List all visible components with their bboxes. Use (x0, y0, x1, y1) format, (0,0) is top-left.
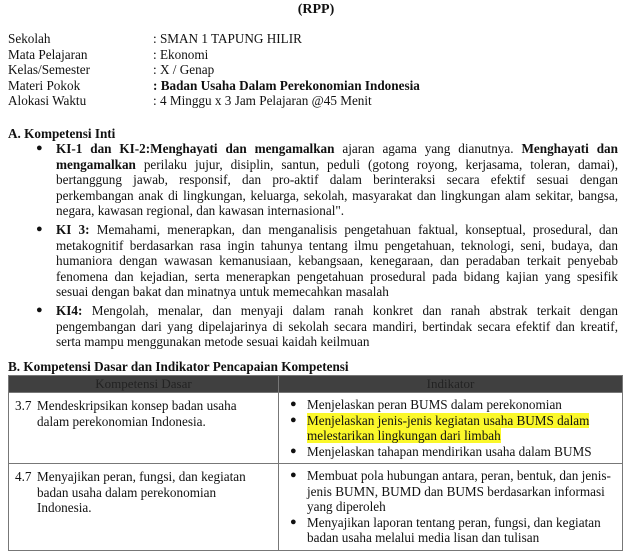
table-row (9, 464, 623, 551)
info-label: Alokasi Waktu (8, 93, 87, 108)
ki-body: ajaran agama yang dianutnya. (334, 141, 522, 156)
section-b-heading: B. Kompetensi Dasar dan Indikator Pencapaian Kompetensi (8, 359, 349, 374)
info-label: Kelas/Semester (8, 62, 91, 77)
ki-body: Mengolah, menalar, dan menyaji dalam ranah konkret dan ranah abstrak terkait dengan pengembangan dari yang dipelajarinya di sekolah secara mandiri, bertindak secara efektif dan kreatif, serta mampu menggunakan metode sesuai kaidah keilmuan (56, 302, 618, 350)
ki-head: KI4: (56, 302, 83, 318)
info-value: : 4 Minggu x 3 Jam Pelajaran @45 Menit (153, 93, 372, 108)
indicator-item (287, 444, 618, 460)
table-header-row (9, 376, 623, 393)
kd-number: 4.7 (15, 469, 32, 484)
ki-emphasis: Menghayati dan mengamalkan (56, 141, 618, 172)
info-row-materi (8, 78, 420, 94)
info-row-sekolah (8, 31, 420, 47)
indicator-cell (279, 464, 623, 551)
doc-title: (RPP) (297, 2, 335, 17)
kd-cell (9, 464, 279, 551)
kd-number: 3.7 (15, 398, 32, 413)
bullet-icon: ● (36, 142, 43, 154)
info-label: Mata Pelajaran (8, 46, 88, 62)
indicator-text: Menyajikan laporan tentang peran, fungsi, dan kegiatan badan usaha melalui media lisan dan tulisan (307, 514, 601, 545)
bullet-icon: ● (36, 222, 43, 235)
indicator-text: Membuat pola hubungan antara, peran, bentuk, dan jenis-jenis BUMN, BUMD dan BUMS berdasarkan informasi yang diperoleh (307, 468, 611, 514)
info-label: Materi Pokok (8, 77, 81, 93)
indicator-text: Menjelaskan tahapan mendirikan usaha dalam BUMS (307, 443, 592, 459)
info-row-mapel (8, 47, 420, 63)
ki-head: KI-1 dan KI-2:Menghayati dan mengamalkan (56, 141, 335, 156)
bullet-icon: ● (290, 515, 297, 528)
bullet-icon: ● (290, 413, 297, 426)
kd-indicator-table (8, 375, 623, 551)
indicator-text-highlighted: Menjelaskan jenis-jenis kegiatan usaha BUMS dalam melestarikan lingkungan dari limbah (307, 412, 590, 443)
section-a-heading: A. Kompetensi Inti (8, 126, 116, 141)
ki-list (34, 141, 618, 353)
info-row-kelas (8, 62, 420, 78)
ki-item-1 (34, 141, 618, 219)
ki-item-4 (34, 303, 618, 350)
info-value: : Ekonomi (153, 46, 209, 62)
indicator-item-highlighted (287, 413, 618, 444)
header-kompetensi-dasar: Kompetensi Dasar (9, 376, 279, 393)
indicator-item (287, 515, 618, 546)
kd-text: Menyajikan peran, fungsi, dan kegiatan badan usaha dalam perekonomian Indonesia. (37, 469, 246, 515)
bullet-icon: ● (290, 469, 297, 481)
kd-cell (9, 393, 279, 464)
indicator-item (287, 468, 618, 515)
indicator-cell (279, 393, 623, 464)
info-value: : X / Genap (153, 62, 215, 77)
identity-block (8, 31, 420, 109)
ki-item-3 (34, 222, 618, 300)
info-value: : Badan Usaha Dalam Perekonomian Indonesia (153, 77, 420, 93)
kd-text: Mendeskripsikan konsep badan usaha dalam perekonomian Indonesia. (37, 398, 237, 429)
bullet-icon: ● (290, 398, 297, 410)
info-label: Sekolah (8, 31, 51, 46)
info-row-alokasi (8, 93, 420, 109)
ki-body: perilaku jujur, disiplin, santun, peduli (gotong royong, kerjasama, toleran, damai), bertanggung jawab, responsif, dan pro-aktif dalam berinteraksi secara efektif sesuai dengan perkembangan anak di lingkungan, keluarga, sekolah, masyarakat dan lingkungan alam sekitar, bangsa, negara, kawasan regional, dan kawasan internasional". (56, 156, 618, 219)
header-indikator: Indikator (279, 376, 623, 393)
bullet-icon: ● (290, 444, 297, 457)
indicator-item (287, 397, 618, 413)
info-value: : SMAN 1 TAPUNG HILIR (153, 31, 302, 46)
ki-body: Memahami, menerapkan, dan menganalisis pengetahuan faktual, konseptual, prosedural, dan metakognitif berdasarkan rasa ingin tahunya tentang ilmu pengetahuan, teknologi, seni, budaya, dan humaniora dengan wawasan kemanusiaan, kebangsaan, kenegaraan, dan peradaban terkait penyebab fenomena dan kejadian, serta menerapkan pengetahuan prosedural pada bidang kajian yang spesifik sesuai dengan bakat dan minatnya untuk memecahkan masalah (56, 221, 619, 300)
indicator-text: Menjelaskan peran BUMS dalam perekonomian (307, 397, 562, 412)
bullet-icon: ● (36, 303, 43, 316)
table-row (9, 393, 623, 464)
ki-head: KI 3: (56, 221, 90, 237)
